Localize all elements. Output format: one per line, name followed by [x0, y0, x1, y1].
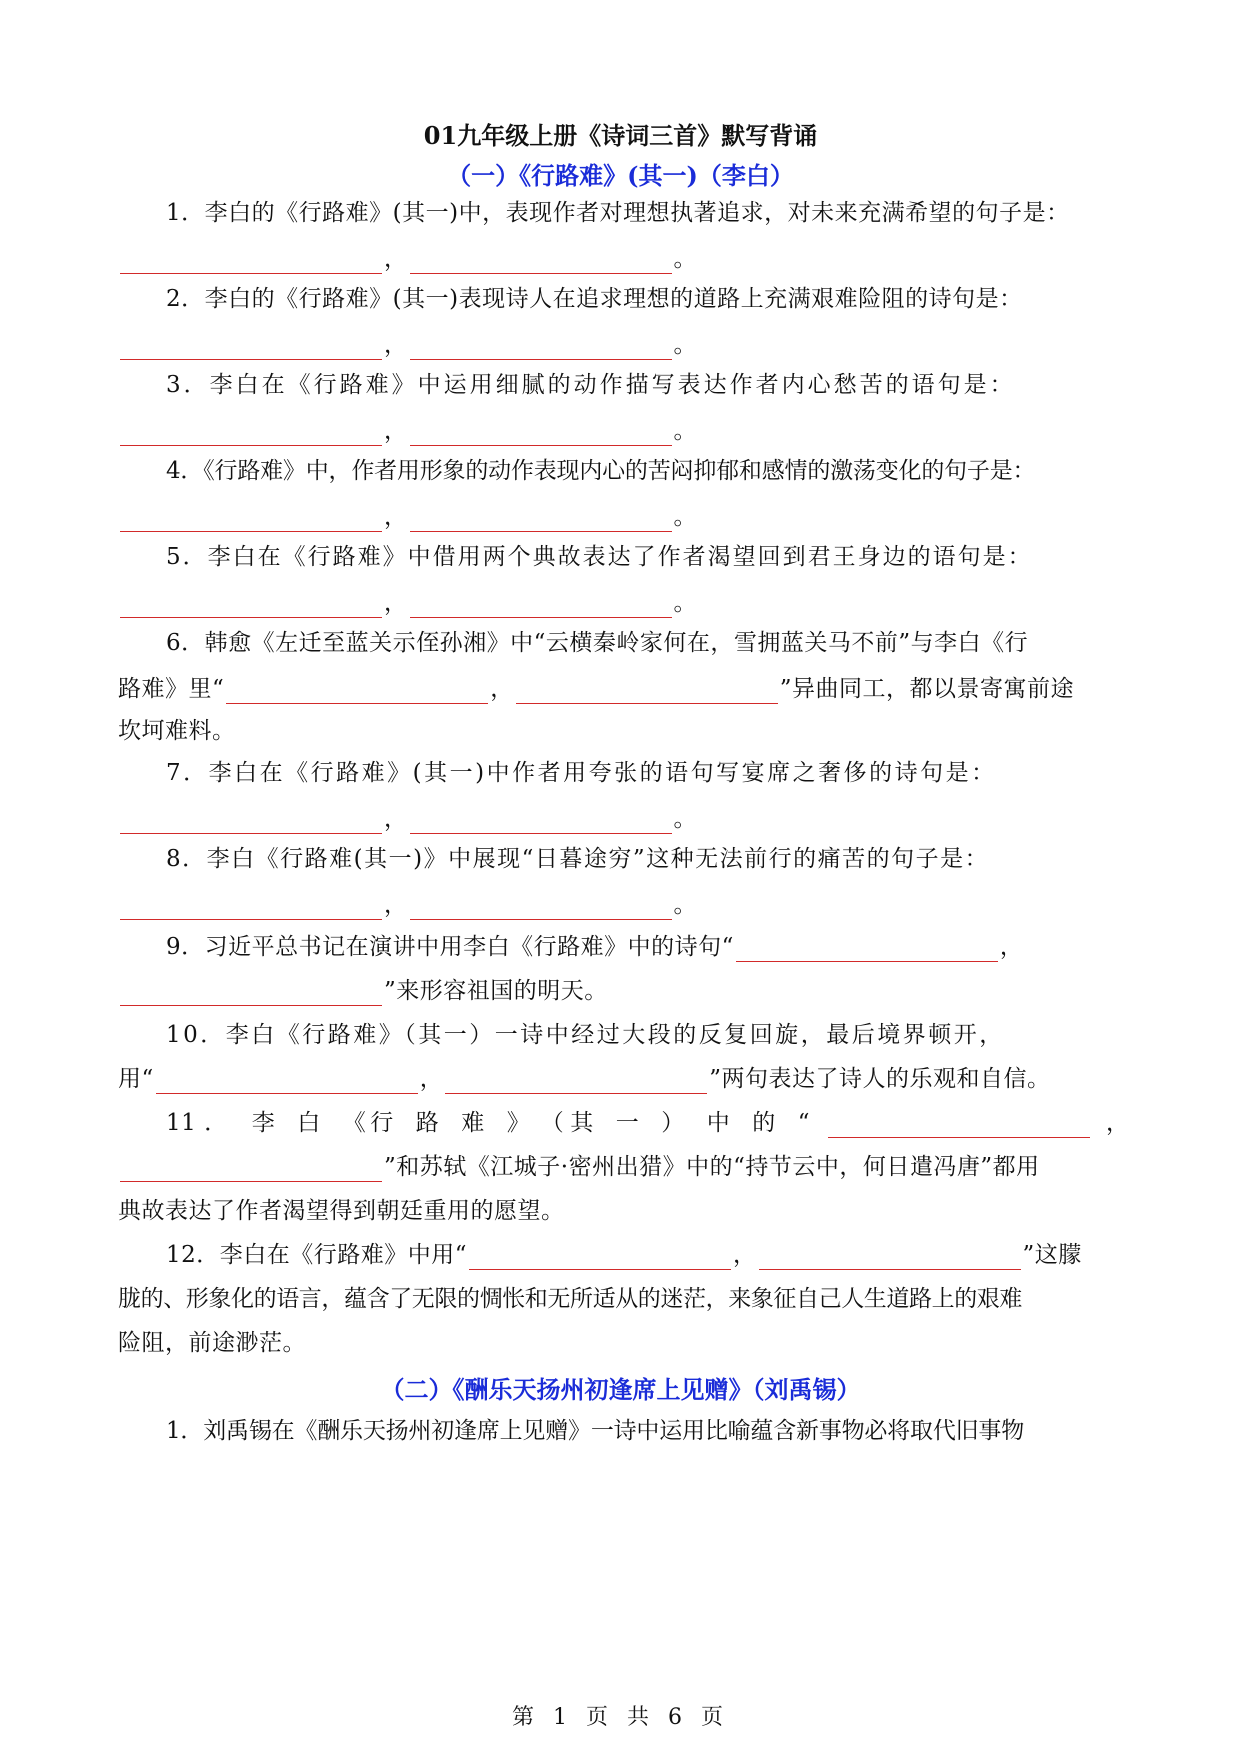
answer-blank[interactable]: [120, 981, 382, 1006]
document-title: 01九年级上册《诗词三首》默写背诵: [423, 121, 818, 150]
question-3-answer-line: ， 。: [118, 416, 1128, 446]
question-11-line-2: ”和苏轼《江城子·密州出猎》中的“持节云中，何日遣冯唐”都用: [118, 1152, 1128, 1182]
answer-blank[interactable]: [410, 593, 672, 618]
answer-blank[interactable]: [445, 1069, 707, 1094]
answer-blank[interactable]: [469, 1245, 731, 1270]
question-8-answer-line: ， 。: [118, 890, 1128, 920]
answer-blank[interactable]: [759, 1245, 1021, 1270]
question-12-text: 12．李白在《行路难》中用“ ， ”这朦: [166, 1242, 1082, 1268]
answer-blank[interactable]: [226, 679, 488, 704]
question-10-line-2: 用“ ， ”两句表达了诗人的乐观和自信。: [118, 1066, 1051, 1092]
question-12-line-3: 险阻，前途渺茫。: [118, 1330, 306, 1356]
section-2-question-1-text: 1．刘禹锡在《酬乐天扬州初逢席上见赠》一诗中运用比喻蕴含新事物必将取代旧事物: [166, 1418, 1025, 1444]
question-2-text: 2．李白的《行路难》(其一)表现诗人在追求理想的道路上充满艰难险阻的诗句是：: [166, 286, 1023, 312]
answer-blank[interactable]: [156, 1069, 418, 1094]
answer-blank[interactable]: [120, 249, 382, 274]
section-heading-2: （二）《酬乐天扬州初逢席上见赠》（刘禹锡）: [380, 1375, 861, 1404]
question-2-answer-line: ， 。: [118, 330, 1128, 360]
answer-blank[interactable]: [828, 1113, 1090, 1138]
question-5-text: 5．李白在《行路难》中借用两个典故表达了作者渴望回到君王身边的语句是：: [166, 544, 1033, 570]
answer-blank[interactable]: [120, 507, 382, 532]
question-3-text: 3．李白在《行路难》中运用细腻的动作描写表达作者内心愁苦的语句是：: [166, 372, 1016, 398]
question-5-answer-line: ， 。: [118, 588, 1128, 618]
question-6-line-3: 坎坷难料。: [118, 718, 236, 744]
answer-blank[interactable]: [410, 895, 672, 920]
question-1-answer-line: ， 。: [118, 244, 1128, 274]
question-1-text: 1．李白的《行路难》(其一)中，表现作者对理想执著追求，对未来充满希望的句子是：: [166, 200, 1070, 226]
answer-blank[interactable]: [120, 593, 382, 618]
question-4-answer-line: ， 。: [118, 502, 1128, 532]
question-7-text: 7．李白在《行路难》(其一)中作者用夸张的语句写宴席之奢侈的诗句是：: [166, 760, 997, 786]
answer-blank[interactable]: [516, 679, 778, 704]
answer-blank[interactable]: [120, 809, 382, 834]
answer-blank[interactable]: [120, 895, 382, 920]
answer-blank[interactable]: [410, 249, 672, 274]
answer-blank[interactable]: [410, 507, 672, 532]
answer-blank[interactable]: [120, 1157, 382, 1182]
answer-blank[interactable]: [736, 937, 998, 962]
question-11-text: 11 ． 李 白 《 行 路 难 》 （ 其 一 ） 中 的 “ ，: [166, 1110, 1130, 1136]
page-footer: 第 1 页 共 6 页: [512, 1705, 729, 1730]
section-heading-1: （一）《行路难》(其一)（李白）: [447, 161, 794, 190]
question-4-text: 4．《行路难》中，作者用形象的动作表现内心的苦闷抑郁和感情的激荡变化的句子是：: [166, 458, 1036, 484]
answer-blank[interactable]: [410, 809, 672, 834]
answer-blank[interactable]: [410, 335, 672, 360]
question-9-text: 9．习近平总书记在演讲中用李白《行路难》中的诗句“ ，: [166, 934, 1024, 960]
answer-blank[interactable]: [410, 421, 672, 446]
question-11-line-3: 典故表达了作者渴望得到朝廷重用的愿望。: [118, 1198, 565, 1224]
answer-blank[interactable]: [120, 421, 382, 446]
question-9-line-2: ”来形容祖国的明天。: [118, 976, 1128, 1006]
question-8-text: 8．李白《行路难(其一)》中展现“日暮途穷”这种无法前行的痛苦的句子是：: [166, 846, 990, 872]
question-6-line-2: 路难》里“ ， ”异曲同工，都以景寄寓前途: [118, 676, 1075, 702]
question-7-answer-line: ， 。: [118, 804, 1128, 834]
answer-blank[interactable]: [120, 335, 382, 360]
question-6-text: 6．韩愈《左迁至蓝关示侄孙湘》中“云横秦岭家何在，雪拥蓝关马不前”与李白《行: [166, 630, 1029, 656]
question-10-text: 10．李白《行路难》（其一）一诗中经过大段的反复回旋，最后境界顿开，: [166, 1022, 1005, 1048]
question-12-line-2: 胧的、形象化的语言，蕴含了无限的惆怅和无所适从的迷茫，来象征自己人生道路上的艰难: [118, 1286, 1023, 1312]
